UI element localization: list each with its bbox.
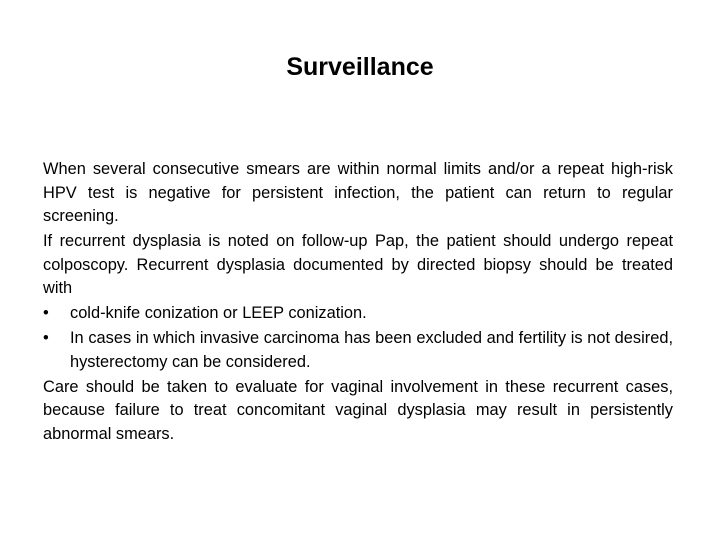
bullet-dot-icon: • [43, 329, 49, 348]
bullet-item [43, 327, 673, 374]
paragraph-vaginal-involvement: Care should be taken to evaluate for vaginal involvement in these recurrent cases, because failure to treat concomitant vaginal dysplasia may result in persistently abnormal smears. [43, 377, 673, 443]
slide-body [43, 158, 673, 448]
paragraph-return-to-screening: When several consecutive smears are within normal limits and/or a repeat high-risk HPV test is negative for persistent infection, the patient can return to regular screening. [43, 160, 673, 226]
paragraph-recurrent-dysplasia: If recurrent dysplasia is noted on follow-up Pap, the patient should undergo repeat colposcopy. Recurrent dysplasia documented by directed biopsy should be treated with [43, 232, 673, 298]
bullet-dot-icon: • [43, 304, 49, 323]
treatment-bullet-list [43, 302, 673, 374]
bullet-item [43, 302, 673, 326]
bullet-text: cold-knife conization or LEEP conization. [70, 304, 367, 323]
slide-title: Surveillance [286, 53, 434, 81]
bullet-text: In cases in which invasive carcinoma has been excluded and fertility is not desired, hysterectomy can be considered. [70, 329, 673, 371]
